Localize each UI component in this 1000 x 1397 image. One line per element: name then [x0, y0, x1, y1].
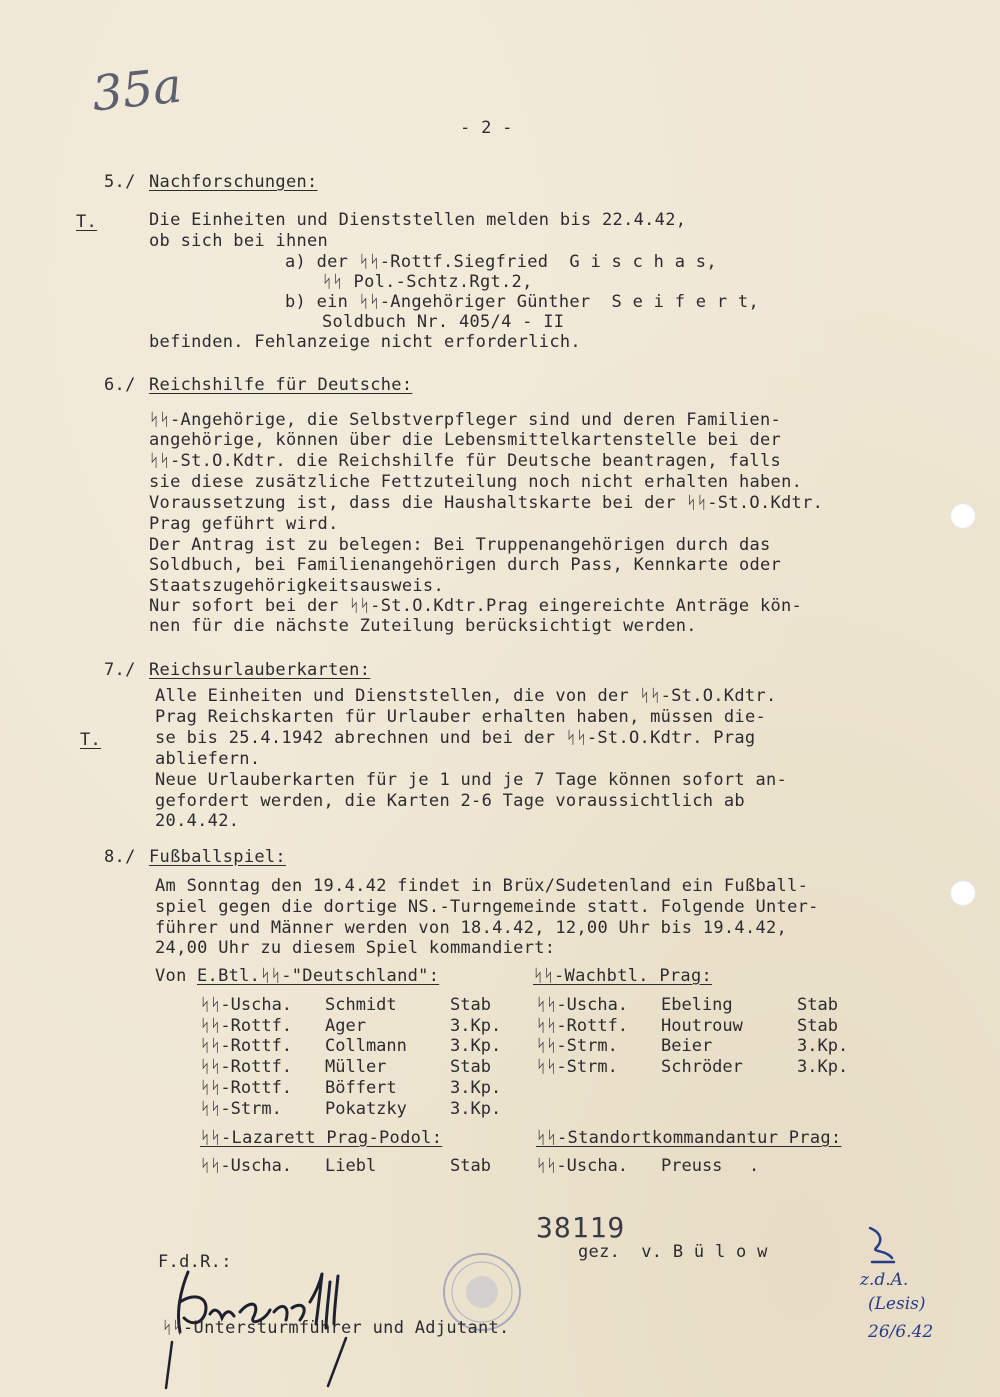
person-name: Ebeling — [661, 995, 733, 1015]
group2-heading: ᛋᛋ-Wachbtl. Prag: — [533, 966, 713, 986]
unit: 3.Kp. — [797, 1036, 849, 1056]
section6-line: Prag geführt wird. — [149, 514, 339, 534]
person-name: Müller — [325, 1057, 387, 1077]
unit: Stab — [797, 1016, 838, 1036]
person-name: Beier — [661, 1036, 713, 1056]
marginal-note-line: z.d.A. — [860, 1270, 909, 1290]
section6-line: Staatszugehörigkeitsausweis. — [149, 576, 444, 596]
unit: . — [749, 1156, 760, 1176]
group4-heading: ᛋᛋ-Standortkommandantur Prag: — [536, 1128, 842, 1148]
person-name: Preuss — [661, 1156, 723, 1176]
rank: ᛋᛋ-Uscha. — [536, 995, 629, 1015]
table-row — [536, 1156, 759, 1176]
section5-line: Die Einheiten und Dienststellen melden bis 22.4.42, — [149, 210, 687, 230]
section5-line: b) ein ᛋᛋ-Angehöriger Günther S e i f e r t, — [285, 292, 759, 312]
section8-line: Am Sonntag den 19.4.42 findet in Brüx/Sudetenland ein Fußball- — [155, 876, 809, 896]
rank: ᛋᛋ-Rottf. — [200, 1016, 293, 1036]
section7-number: 7./ — [104, 660, 136, 680]
group1-heading-prefix: Von — [155, 966, 198, 986]
section7-line: Alle Einheiten und Dienststellen, die von der ᛋᛋ-St.O.Kdtr. — [155, 686, 777, 706]
table-row — [200, 1016, 501, 1036]
punch-hole — [950, 880, 976, 906]
group3-heading: ᛋᛋ-Lazarett Prag-Podol: — [200, 1128, 443, 1148]
person-name: Ager — [325, 1016, 366, 1036]
section8-number: 8./ — [104, 847, 136, 867]
section7-line: se bis 25.4.1942 abrechnen und bei der ᛋᛋ-St.O.Kdtr. Prag — [155, 728, 756, 748]
person-name: Schmidt — [325, 995, 397, 1015]
section6-line: angehörige, können über die Lebensmittelkartenstelle bei der — [149, 430, 782, 450]
table-row — [200, 1156, 491, 1176]
group1-heading: E.Btl.ᛋᛋ-"Deutschland": — [197, 966, 440, 986]
person-name: Böffert — [325, 1078, 397, 1098]
rank: ᛋᛋ-Uscha. — [536, 1156, 629, 1176]
unit: 3.Kp. — [450, 1016, 502, 1036]
table-row — [200, 1057, 491, 1077]
punch-hole — [950, 503, 976, 529]
rank: ᛋᛋ-Rottf. — [200, 1078, 293, 1098]
table-row — [536, 1036, 848, 1056]
rank: ᛋᛋ-Rottf. — [200, 1036, 293, 1056]
rank: ᛋᛋ-Uscha. — [200, 1156, 293, 1176]
signature-title: ᛋᛋ-Untersturmführer und Adjutant. — [162, 1318, 510, 1338]
section5-line: Soldbuch Nr. 405/4 - II — [322, 312, 565, 332]
section8-line: spiel gegen die dortige NS.-Turngemeinde statt. Folgende Unter- — [155, 897, 819, 917]
unit: 3.Kp. — [450, 1099, 502, 1119]
section6-line: Voraussetzung ist, dass die Haushaltskarte bei der ᛋᛋ-St.O.Kdtr. — [149, 493, 824, 513]
section6-line: ᛋᛋ-St.O.Kdtr. die Reichshilfe für Deutsche beantragen, falls — [149, 451, 782, 471]
unit: Stab — [450, 1156, 491, 1176]
person-name: Liebl — [325, 1156, 377, 1176]
section6-line: ᛋᛋ-Angehörige, die Selbstverpfleger sind und deren Familien- — [149, 410, 782, 430]
section6-line: nen für die nächste Zuteilung berücksichtigt werden. — [149, 616, 697, 636]
section6-line: Der Antrag ist zu belegen: Bei Truppenangehörigen durch das — [149, 535, 771, 555]
section6-number: 6./ — [104, 375, 136, 395]
person-name: Houtrouw — [661, 1016, 743, 1036]
section7-line: gefordert werden, die Karten 2-6 Tage voraussichtlich ab — [155, 791, 745, 811]
unit: Stab — [450, 995, 491, 1015]
signed-line: gez. v. B ü l o w — [578, 1242, 768, 1262]
rank: ᛋᛋ-Strm. — [200, 1099, 282, 1119]
section8-line: führer und Männer werden von 18.4.42, 12,00 Uhr bis 19.4.42, — [155, 918, 788, 938]
unit: 3.Kp. — [797, 1057, 849, 1077]
table-row — [200, 1036, 501, 1056]
marginal-note-line: 26/6.42 — [868, 1322, 934, 1342]
section8-title: Fußballspiel: — [149, 847, 286, 867]
section6-line: sie diese zusätzliche Fettzuteilung noch nicht erhalten haben. — [149, 472, 803, 492]
rank: ᛋᛋ-Rottf. — [536, 1016, 629, 1036]
section5-line: a) der ᛋᛋ-Rottf.Siegfried G i s c h a s, — [285, 252, 717, 272]
section7-line: 20.4.42. — [155, 811, 240, 831]
rank: ᛋᛋ-Uscha. — [200, 995, 293, 1015]
rank: ᛋᛋ-Rottf. — [200, 1057, 293, 1077]
archive-number: 35a — [89, 57, 185, 123]
table-row — [200, 995, 491, 1015]
section5-line: ᛋᛋ Pol.-Schtz.Rgt.2, — [322, 272, 533, 292]
section7-line: Prag Reichskarten für Urlauber erhalten haben, müssen die- — [155, 707, 767, 727]
rank: ᛋᛋ-Strm. — [536, 1057, 618, 1077]
unit: 3.Kp. — [450, 1036, 502, 1056]
section6-line: Nur sofort bei der ᛋᛋ-St.O.Kdtr.Prag eingereichte Anträge kön- — [149, 596, 803, 616]
unit: 3.Kp. — [450, 1078, 502, 1098]
person-name: Schröder — [661, 1057, 743, 1077]
rank: ᛋᛋ-Strm. — [536, 1036, 618, 1056]
page-number: - 2 - — [460, 118, 513, 138]
section7-marker: T. — [80, 730, 102, 750]
table-row — [200, 1099, 501, 1119]
fdr-label: F.d.R.: — [158, 1252, 232, 1272]
table-row — [536, 995, 838, 1015]
section6-line: Soldbuch, bei Familienangehörigen durch Pass, Kennkarte oder — [149, 555, 782, 575]
section5-number: 5./ — [104, 172, 136, 192]
section8-line: 24,00 Uhr zu diesem Spiel kommandiert: — [155, 938, 556, 958]
section5-marker: T. — [76, 212, 98, 232]
section7-line: Neue Urlauberkarten für je 1 und je 7 Tage können sofort an- — [155, 770, 788, 790]
table-row — [536, 1057, 848, 1077]
table-row — [536, 1016, 838, 1036]
unit: Stab — [797, 995, 838, 1015]
person-name: Pokatzky — [325, 1099, 407, 1119]
person-name: Collmann — [325, 1036, 407, 1056]
section6-title: Reichshilfe für Deutsche: — [149, 375, 413, 395]
table-row — [200, 1078, 501, 1098]
section5-line: befinden. Fehlanzeige nicht erforderlich. — [149, 332, 581, 352]
section5-line: ob sich bei ihnen — [149, 231, 329, 251]
section5-title: Nachforschungen: — [149, 172, 318, 192]
section7-title: Reichsurlauberkarten: — [149, 660, 371, 680]
stamp-number: 38119 — [536, 1211, 626, 1244]
section7-line: abliefern. — [155, 749, 261, 769]
blue-initial — [862, 1222, 902, 1268]
unit: Stab — [450, 1057, 491, 1077]
marginal-note-line: (Lesis) — [868, 1294, 926, 1314]
